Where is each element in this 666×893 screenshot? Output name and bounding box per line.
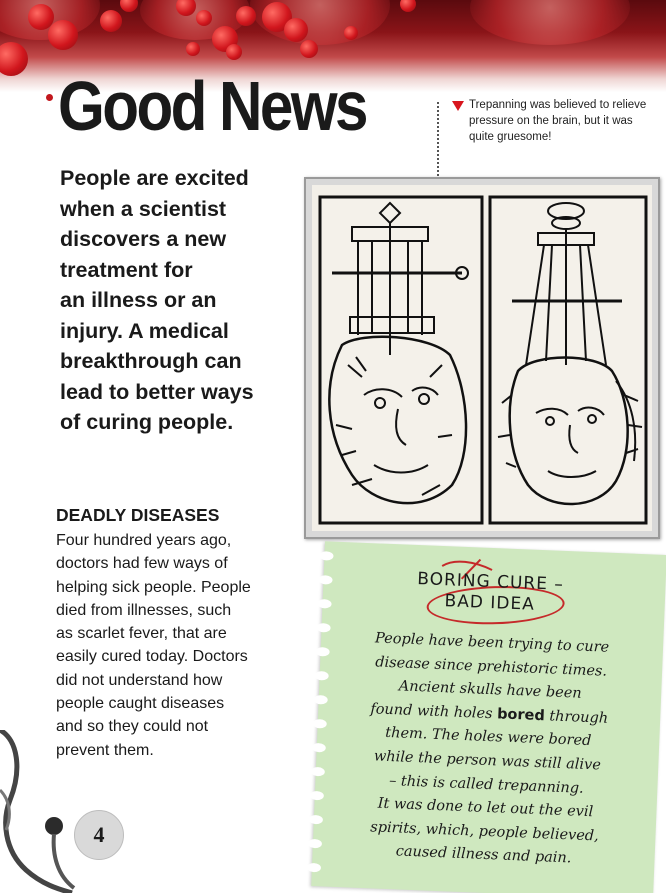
title-bullet <box>46 94 53 101</box>
binder-hole <box>308 839 322 849</box>
note-body <box>328 626 647 874</box>
binder-hole <box>313 719 327 729</box>
body-line: did not understand how <box>56 671 223 689</box>
woodcut-inner <box>312 185 652 531</box>
note-line: while the person was still alive <box>373 748 602 774</box>
note-title-line: BORING CURE – <box>416 569 565 595</box>
binder-hole <box>315 647 329 657</box>
binder-hole <box>317 599 331 609</box>
intro-line: of curing people. <box>60 410 234 434</box>
intro-line: lead to better ways <box>60 379 254 404</box>
binder-hole <box>314 671 328 681</box>
note-line: caused illness and pain. <box>395 843 572 867</box>
body-line: easily cured today. Doctors <box>56 648 248 666</box>
note-line: them. The holes were bored <box>384 725 592 750</box>
page-title: Good News <box>58 67 366 145</box>
note-card <box>311 541 666 893</box>
note-line: Ancient skulls have been <box>398 678 582 702</box>
intro-line: discovers a new <box>60 227 227 251</box>
note-text: found with holes <box>370 701 498 723</box>
note-line: spirits, which, people believed, <box>370 819 600 845</box>
binder-hole <box>314 695 328 705</box>
binder-hole <box>318 575 332 585</box>
caption-divider <box>437 102 439 176</box>
body-line: helping sick people. People <box>56 578 251 596</box>
note-line: It was done to let out the evil <box>377 795 594 821</box>
image-caption: Trepanning was believed to relieve pressure on the brain, but it was quite gruesome! <box>469 99 647 143</box>
binder-hole <box>312 743 326 753</box>
note-title-line: BAD IDEA <box>444 591 536 615</box>
intro-line: an illness or an <box>60 288 217 312</box>
body-line: doctors had few ways of <box>56 555 228 573</box>
intro-line: breakthrough can <box>60 349 242 373</box>
note-title <box>394 568 586 618</box>
intro-line: injury. A medical <box>60 318 229 343</box>
note-text: through <box>544 708 609 727</box>
binder-hole <box>307 863 321 873</box>
body-line: prevent them. <box>56 741 154 759</box>
body-line: Four hundred years ago, <box>56 532 232 549</box>
binder-hole <box>309 815 323 825</box>
note-line: disease since prehistoric times. <box>374 653 608 680</box>
page-number: 4 <box>74 810 124 860</box>
intro-line: when a scientist <box>60 196 227 221</box>
body-line: people caught diseases <box>56 695 225 713</box>
note-line: – this is called trepanning. <box>388 772 585 797</box>
intro-line: People are excited <box>60 166 249 190</box>
note-bold-word: bored <box>496 706 546 725</box>
trepanning-woodcut-image <box>304 177 660 539</box>
binder-hole <box>316 623 330 633</box>
section-body <box>56 529 292 762</box>
woodcut-illustration <box>312 185 652 531</box>
section-heading: DEADLY DISEASES <box>56 505 220 525</box>
intro-line: treatment for <box>60 257 193 282</box>
intro-paragraph <box>60 163 300 438</box>
body-line: and so they could not <box>56 718 209 736</box>
binder-hole <box>319 551 333 561</box>
body-line: died from illnesses, such <box>56 601 232 619</box>
binder-hole <box>311 767 325 777</box>
red-triangle-icon <box>452 101 464 111</box>
note-line: People have been trying to cure <box>374 630 610 656</box>
binder-hole <box>310 791 324 801</box>
stethoscope-icon <box>0 730 140 893</box>
body-line: as scarlet fever, that are <box>56 625 227 643</box>
